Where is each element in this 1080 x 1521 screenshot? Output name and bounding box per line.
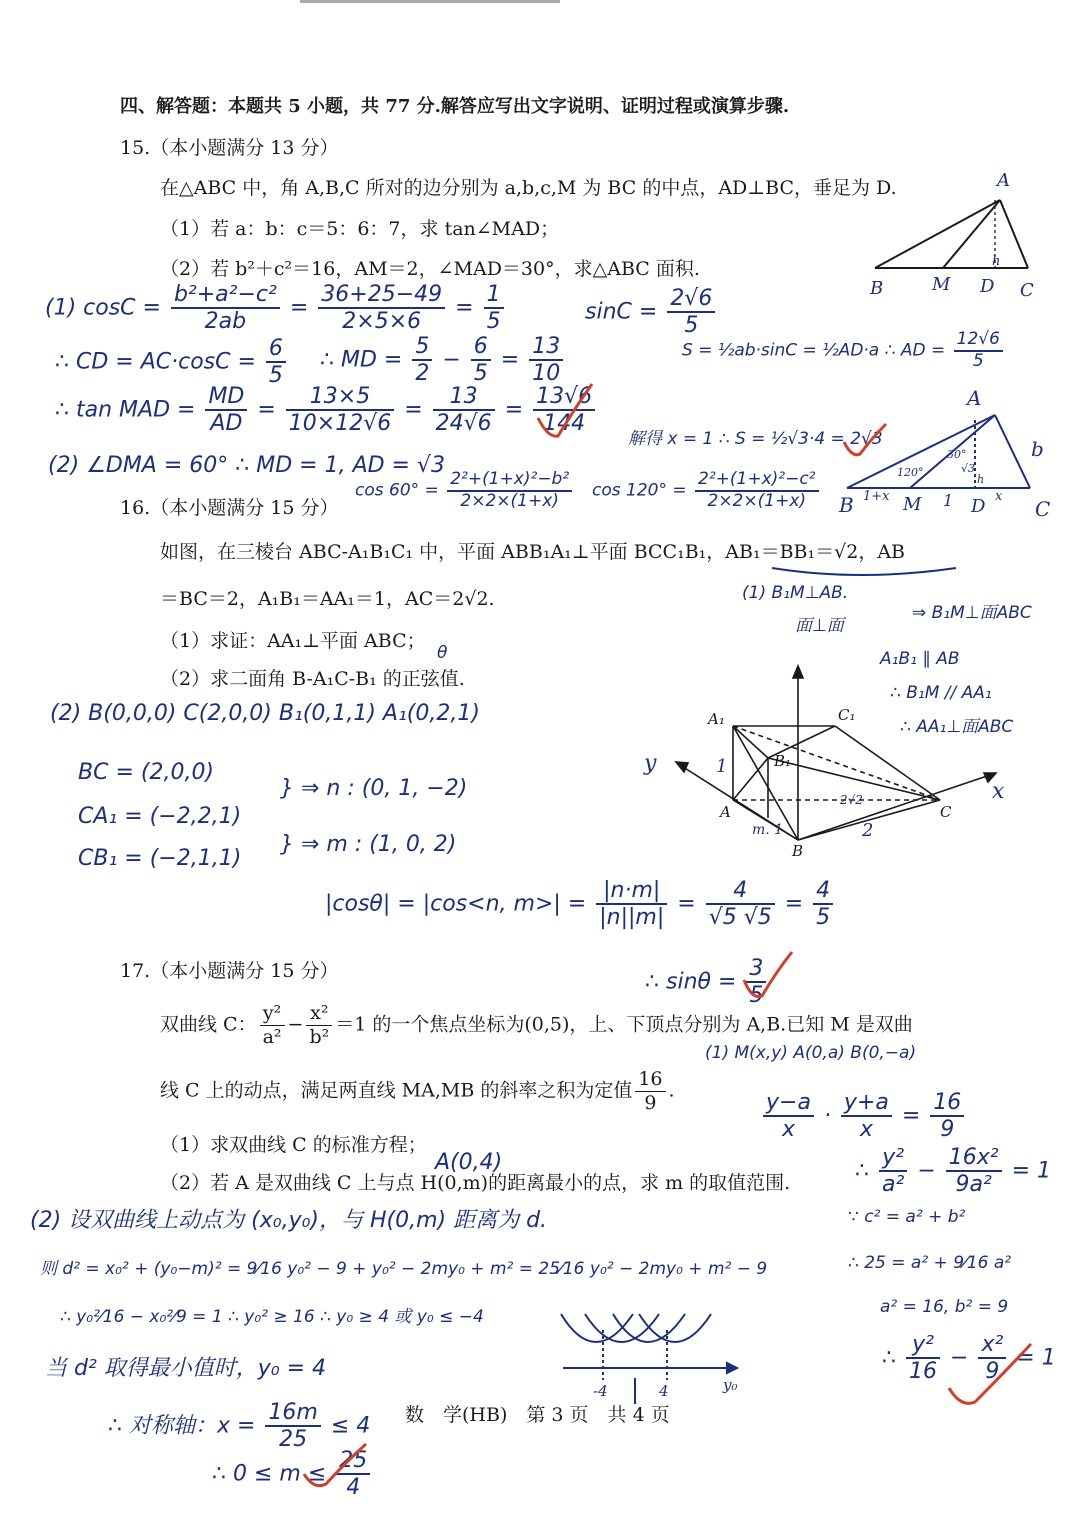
fig16-label-m1: m. 1 [752, 822, 784, 838]
q16-part1: （1）求证：AA₁⊥平面 ABC； [160, 630, 426, 652]
fig17-label-yo: y₀ [723, 1376, 738, 1394]
fig15b-label-h: h [977, 473, 985, 486]
hw-17-hyp: ∴ y₀²⁄16 − x₀²⁄9 = 1 ∴ y₀² ≥ 16 ∴ y₀ ≥ 4 或 y₀ ≤ −4 [60, 1307, 484, 1327]
check-mark [530, 378, 600, 448]
fig15b-label-M: M [903, 494, 922, 515]
hw-17-final: ∴ $\frac{\text{y²}}{16}$ − $\frac{\text{x²}}{9}$ = 1 [882, 1332, 1056, 1385]
hw-16-p1f: ∴ AA₁⊥面ABC [900, 717, 1014, 737]
check-mark [300, 1440, 370, 1490]
hw-15-cos120: cos 120° = $\frac{\text{2²+(1+x)²−c²}}{2\times 2\times(1+x)}$ [592, 470, 822, 511]
section-title: 四、解答题：本题共 5 小题，共 77 分.解答应写出文字说明、证明过程或演算步骤. [120, 96, 790, 117]
fig16-label-2: 2 [862, 820, 874, 841]
hw-16-coords: (2) B(0,0,0) C(2,0,0) B₁(0,1,1) A₁(0,2,1) [50, 701, 480, 726]
fig15b-label-1x: 1+x [863, 489, 890, 504]
hw-17-25: ∴ 25 = a² + 9⁄16 a² [848, 1253, 1012, 1273]
fig16-axis-x: x [992, 779, 1005, 804]
fig15-label-B: B [870, 278, 884, 299]
fig15-label-D: D [980, 276, 995, 297]
hw-16-p1d: A₁B₁ ∥ AB [880, 649, 960, 669]
fig16-label-C1: C₁ [838, 706, 856, 724]
fig15-label-C: C [1020, 280, 1034, 300]
hw-17-ab: a² = 16, b² = 9 [880, 1297, 1009, 1317]
fig15b-angle-30: 30° [947, 448, 967, 461]
hw-17-p1: (1) M(x,y) A(0,a) B(0,−a) [705, 1043, 917, 1063]
hw-17-d2: 则 d² = x₀² + (y₀−m)² = 9⁄16 y₀² − 9 + y₀² − 2my₀ + m² = 25⁄16 y₀² − 2my₀ + m² − 9 [40, 1259, 768, 1279]
hw-16-p1b: 面⊥面 [795, 616, 844, 636]
q16-part2: （2）求二面角 B-A₁C-B₁ 的正弦值. [160, 668, 465, 690]
hw-16-cos: |cosθ| = |cos<n, m>| = $\frac{|n\cdot m|}{|n||m|}$ = $\frac{4}{√5 √5}$ = $\frac{4}{5}$ [325, 878, 836, 931]
fig16-axis-y: y [644, 751, 657, 776]
hw-15-area: S = ½ab·sinC = ½AD·a ∴ AD = $\frac{12√6}{5}$ [682, 330, 1006, 371]
q16-frustum-figure [640, 660, 1020, 860]
q17-part2: （2）若 A 是双曲线 C 上与点 H(0,m)的距离最小的点，求 m 的取值范围. [160, 1172, 791, 1194]
q15-handwritten-triangle [835, 380, 1050, 520]
fig16-label-C: C [940, 803, 952, 821]
fig16-label-2sqrt2: 2√2 [840, 793, 863, 807]
fig15b-label-b: b [1031, 437, 1044, 461]
hw-17-min: 当 d² 取得最小值时，y₀ = 4 [45, 1356, 327, 1381]
q15-part2: （2）若 b²＋c²＝16，AM＝2，∠MAD＝30°，求△ABC 面积. [160, 258, 700, 280]
fig15b-label-D: D [971, 496, 986, 517]
fig15b-label-x: x [995, 489, 1003, 504]
fig15b-label-1: 1 [943, 491, 954, 510]
fig15-label-M: M [932, 274, 951, 295]
hw-16-p1c: ⇒ B₁M⊥面ABC [912, 603, 1032, 623]
hw-15-cosc: (1) cosC = $\frac{\text{b²+a²−c²}}{2ab}$ = $\frac{36+25-49}{2\times 5\times 6}$ = $\frac{1}{5}$ [45, 282, 507, 335]
hw-16-bc: BC = (2,0,0) [78, 760, 215, 785]
check-mark [945, 1340, 1035, 1410]
hw-15-cd: ∴ CD = AC·cosC = $\frac{6}{5}$ [55, 336, 289, 389]
fig17-label-neg4: -4 [593, 1382, 608, 1400]
hw-17-eq1: ∴ $\frac{\text{y²}}{\text{a²}}$ − $\frac{\text{16x²}}{\text{9a²}}$ = 1 [855, 1145, 1052, 1198]
q17-part1: （1）求双曲线 C 的标准方程； [160, 1134, 427, 1156]
q16-stem-line2: ＝BC＝2，A₁B₁＝AA₁＝1，AC＝2√2. [160, 588, 495, 610]
hw-16-normal-m: } ⇒ m : (1, 0, 2) [280, 832, 457, 857]
hw-17-a04: A(0,4) [435, 1150, 503, 1175]
hw-16-p1a: (1) B₁M⊥AB. [742, 583, 849, 603]
hw-17-axis: ∴ 对称轴：x = $\frac{16m}{25}$ ≤ 4 [108, 1400, 371, 1453]
fig15b-label-sqrt3: √3 [961, 462, 976, 475]
q15-stem: 在△ABC 中，角 A,B,C 所对的边分别为 a,b,c,M 为 BC 的中点，AD⊥BC，垂足为 D. [160, 177, 897, 199]
scan-artifact-line [300, 0, 560, 3]
hw-15-md: ∴ MD = $\frac{5}{2}$ − $\frac{6}{5}$ = $\frac{13}{10}$ [320, 334, 566, 387]
q17-stem-line2: 线 C 上的动点，满足两直线 MA,MB 的斜率之积为定值 $\frac{16}{9}$ . [160, 1068, 675, 1114]
fig15-label-A: A [997, 170, 1010, 191]
fig16-label-B: B [792, 842, 804, 860]
hw-16-ca1: CA₁ = (−2,2,1) [78, 804, 242, 829]
hw-16-p1e: ∴ B₁M // AA₁ [890, 683, 992, 703]
hw-16-normal-n: } ⇒ n : (0, 1, −2) [280, 776, 468, 801]
hw-15-tan: ∴ tan MAD = $\frac{MD}{AD}$ = $\frac{13\times 5}{10\times 12√6}$ = $\frac{13}{24√6}$ = $\frac{13√6}{144}$ [55, 384, 598, 437]
hw-15-cos60: cos 60° = $\frac{\text{2²+(1+x)²−b²}}{2\times 2\times(1+x)}$ [355, 470, 575, 511]
fig16-label-B1: B₁ [774, 752, 792, 770]
q16-stem-line1: 如图，在三棱台 ABC-A₁B₁C₁ 中，平面 ABB₁A₁⊥平面 BCC₁B₁，AB₁＝BB₁＝√2，AB [160, 541, 905, 563]
q17-stem-line1: 双曲线 C： $\frac{\text{y²}}{\text{a²}}$ − $\frac{\text{x²}}{\text{b²}}$ ＝1 的一个焦点坐标为(0,5)，上、下顶点分别为 A,B.已知 M 是双曲 [160, 1002, 913, 1048]
hw-17-p2: (2) 设双曲线上动点为 (x₀,y₀)，与 H(0,m) 距离为 d. [30, 1208, 548, 1233]
q15-triangle-figure [860, 160, 1060, 300]
fig15b-label-C: C [1035, 497, 1050, 520]
fig17-label-4: 4 [659, 1382, 669, 1400]
fig15b-label-B: B [839, 493, 854, 517]
page-footer: 数 学(HB) 第 3 页 共 4 页 [405, 1404, 670, 1426]
hw-16-cb1: CB₁ = (−2,1,1) [78, 846, 242, 871]
hw-16-sin: ∴ sinθ = $\frac{3}{5}$ [645, 956, 769, 1009]
hw-17-slopes: $\frac{y-a}{x}$ · $\frac{y+a}{x}$ = $\frac{16}{9}$ [760, 1090, 967, 1143]
q15-number: 15.（本小题满分 13 分） [120, 137, 339, 159]
fig15-label-h: h [992, 254, 1001, 269]
hw-15-solve: 解得 x = 1 ∴ S = ½√3·4 = 2√3 [628, 429, 883, 449]
q17-number: 17.（本小题满分 15 分） [120, 960, 339, 982]
q17-parabola-sketch [555, 1300, 755, 1410]
hw-17-m-range: ∴ 0 ≤ m ≤ $\frac{25}{4}$ [212, 1448, 373, 1501]
underline-mark [770, 562, 960, 582]
hw-15-p2: (2) ∠DMA = 60° ∴ MD = 1, AD = √3 [48, 453, 445, 478]
fig16-label-A: A [720, 803, 731, 821]
fig16-label-A1: A₁ [708, 710, 725, 728]
fig15b-label-A: A [967, 386, 982, 410]
q15-part1: （1）若 a：b：c＝5：6：7，求 tan∠MAD； [160, 218, 560, 240]
q16-number: 16.（本小题满分 15 分） [120, 497, 339, 519]
hw-15-sinc: sinC = $\frac{2√6}{5}$ [585, 286, 718, 339]
fig15b-angle-120: 120° [897, 466, 924, 479]
hw-16-theta: θ [437, 643, 448, 663]
hw-17-c2: ∵ c² = a² + b² [848, 1207, 966, 1227]
check-mark [740, 948, 795, 1003]
fig16-label-1: 1 [716, 756, 728, 777]
